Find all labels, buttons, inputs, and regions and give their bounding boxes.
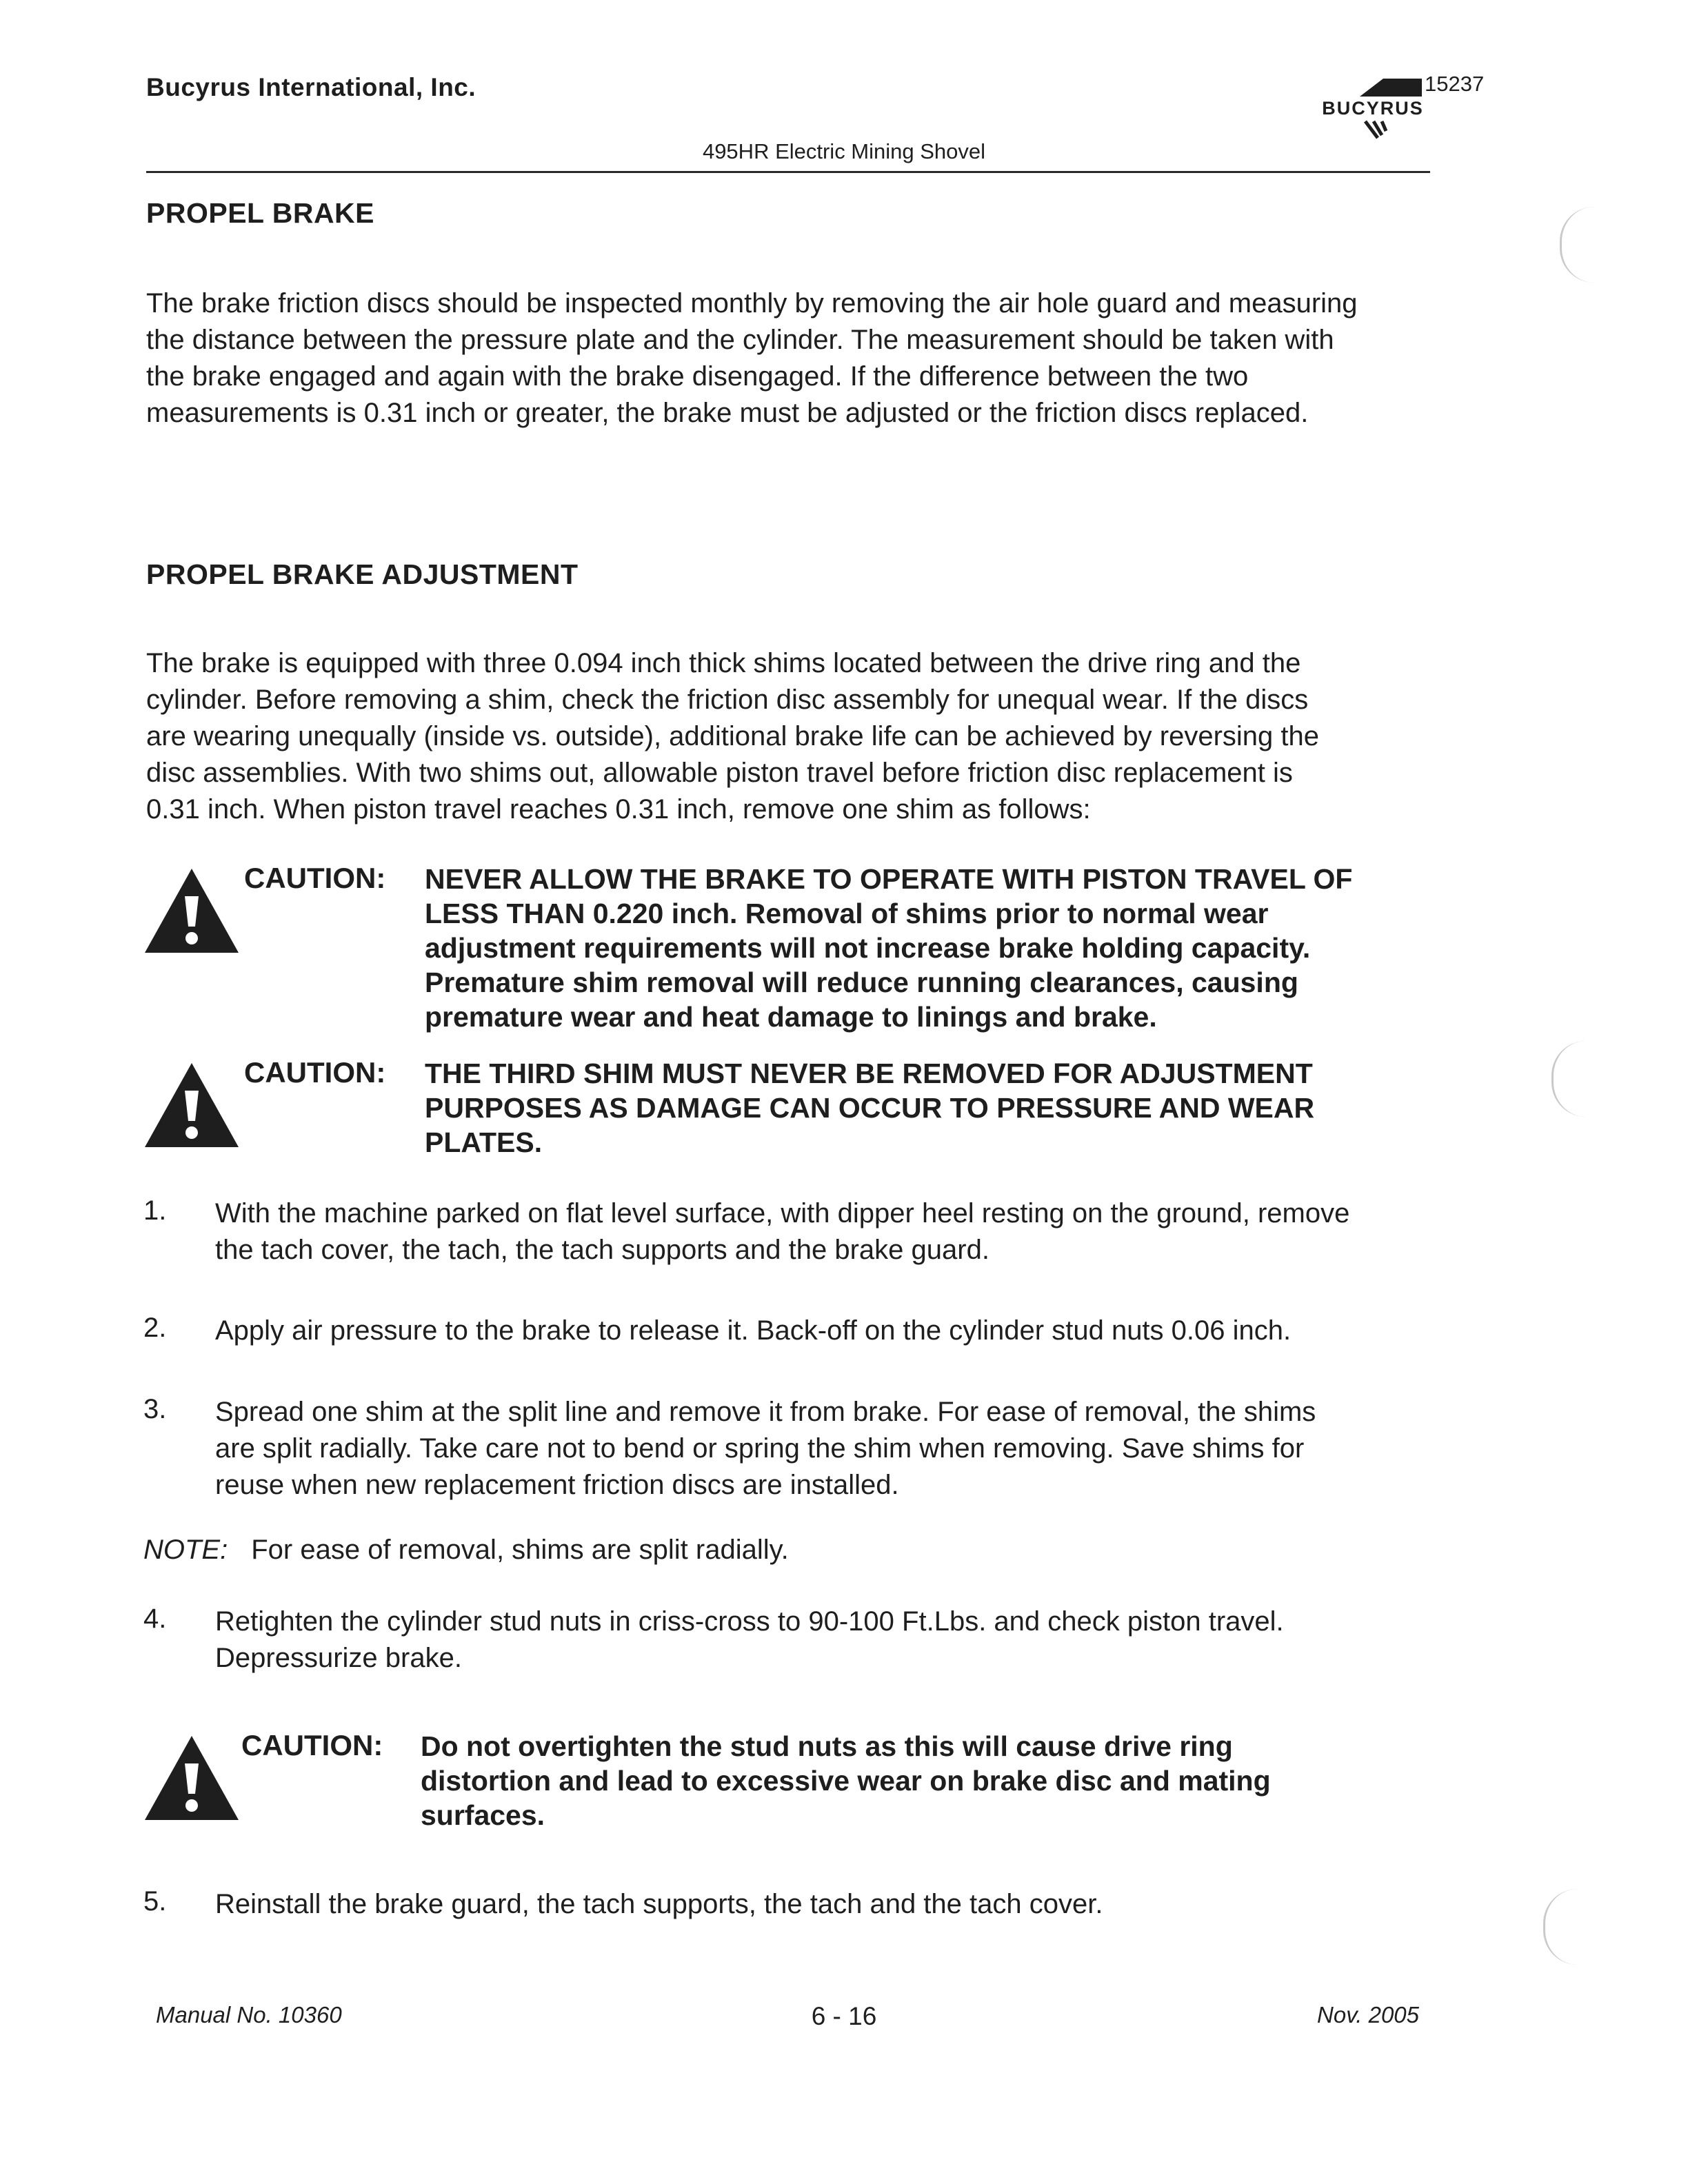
section-title-propel-brake: PROPEL BRAKE — [146, 197, 375, 229]
bucyrus-logo — [1314, 69, 1431, 145]
caution-line: surfaces. — [421, 1799, 545, 1831]
section-title-propel-brake-adjustment: PROPEL BRAKE ADJUSTMENT — [146, 558, 579, 590]
caution-block — [142, 1729, 1431, 1839]
warning-triangle-icon — [142, 866, 241, 956]
caution-label: CAUTION: — [241, 1729, 383, 1761]
paragraph-line: measurements is 0.31 inch or greater, the brake must be adjusted or the friction discs replaced. — [146, 398, 1309, 428]
caution-line: THE THIRD SHIM MUST NEVER BE REMOVED FOR ADJUSTMENT — [425, 1058, 1313, 1089]
caution-block — [142, 862, 1431, 1034]
step-line: Depressurize brake. — [215, 1643, 462, 1673]
paragraph-line: The brake friction discs should be inspected monthly by removing the air hole guard and measuring — [146, 288, 1358, 318]
step-text — [215, 1195, 1430, 1268]
paragraph-line: cylinder. Before removing a shim, check the friction disc assembly for unequal wear. If the discs — [146, 685, 1309, 715]
footer-date: Nov. 2005 — [1317, 2002, 1419, 2028]
caution-line: LESS THAN 0.220 inch. Removal of shims prior to normal wear — [425, 898, 1269, 929]
paragraph-line: the distance between the pressure plate and the cylinder. The measurement should be taken with — [146, 325, 1334, 355]
paragraph-propel-brake-adjustment — [146, 645, 1430, 828]
caution-line: Do not overtighten the stud nuts as this will cause drive ring — [421, 1730, 1233, 1762]
document-subtitle: 495HR Electric Mining Shovel — [702, 139, 986, 163]
step-text — [215, 1313, 1430, 1349]
caution-line: adjustment requirements will not increase brake holding capacity. — [425, 932, 1311, 964]
company-name: Bucyrus International, Inc. — [146, 73, 476, 101]
step-number: 3. — [143, 1394, 167, 1424]
caution-line: PURPOSES AS DAMAGE CAN OCCUR TO PRESSURE AND WEAR — [425, 1092, 1315, 1124]
caution-text — [421, 1729, 1551, 1832]
paragraph-line: The brake is equipped with three 0.094 inch thick shims located between the drive ring and the — [146, 648, 1301, 678]
caution-text — [425, 862, 1556, 1034]
warning-triangle-icon — [142, 1060, 241, 1150]
caution-block — [142, 1056, 1431, 1166]
note-label: NOTE: — [143, 1535, 228, 1565]
step-line: Reinstall the brake guard, the tach supports, the tach and the tach cover. — [215, 1889, 1103, 1919]
step-line: With the machine parked on flat level surface, with dipper heel resting on the ground, remove — [215, 1198, 1350, 1228]
step-item — [143, 1313, 1430, 1354]
page-number: 6 - 16 — [811, 2002, 877, 2030]
step-text — [215, 1394, 1430, 1504]
step-item — [143, 1604, 1430, 1679]
paragraph-line: are wearing unequally (inside vs. outside), additional brake life can be achieved by reversing the — [146, 721, 1319, 751]
caution-label: CAUTION: — [244, 1056, 386, 1089]
paragraph-line: the brake engaged and again with the brake disengaged. If the difference between the two — [146, 361, 1249, 392]
step-number: 5. — [143, 1886, 167, 1917]
step-line: Spread one shim at the split line and remove it from brake. For ease of removal, the shims — [215, 1397, 1316, 1427]
document-code: 15237 — [1425, 72, 1485, 96]
note-text: For ease of removal, shims are split radially. — [251, 1535, 789, 1565]
caution-label: CAUTION: — [244, 862, 386, 894]
footer-manual-number: Manual No. 10360 — [156, 2002, 342, 2028]
paragraph-propel-brake — [146, 285, 1430, 432]
step-number: 1. — [143, 1195, 167, 1226]
step-item — [143, 1886, 1430, 1928]
caution-line: PLATES. — [425, 1126, 543, 1158]
note — [143, 1535, 789, 1566]
step-line: Retighten the cylinder stud nuts in criss-cross to 90-100 Ft.Lbs. and check piston travel. — [215, 1606, 1284, 1637]
margin-scan-mark — [1551, 1041, 1602, 1117]
margin-scan-mark — [1543, 1889, 1594, 1965]
step-line: are split radially. Take care not to bend or spring the shim when removing. Save shims for — [215, 1433, 1305, 1464]
step-number: 4. — [143, 1604, 167, 1634]
logo-text: BUCYRUS — [1322, 98, 1424, 119]
step-text — [215, 1886, 1430, 1923]
step-item — [143, 1394, 1430, 1506]
step-item — [143, 1195, 1430, 1271]
caution-line: premature wear and heat damage to linings and brake. — [425, 1001, 1157, 1033]
paragraph-line: 0.31 inch. When piston travel reaches 0.31 inch, remove one shim as follows: — [146, 794, 1091, 825]
step-number: 2. — [143, 1313, 167, 1343]
paragraph-line: disc assemblies. With two shims out, allowable piston travel before friction disc replacement is — [146, 758, 1293, 788]
step-line: the tach cover, the tach, the tach supports and the brake guard. — [215, 1235, 989, 1265]
caution-line: Premature shim removal will reduce running clearances, causing — [425, 967, 1298, 998]
step-line: Apply air pressure to the brake to release it. Back-off on the cylinder stud nuts 0.06 inch. — [215, 1315, 1292, 1346]
margin-scan-mark — [1560, 207, 1610, 283]
caution-line: distortion and lead to excessive wear on brake disc and mating — [421, 1765, 1271, 1797]
caution-line: NEVER ALLOW THE BRAKE TO OPERATE WITH PISTON TRAVEL OF — [425, 863, 1353, 895]
caution-text — [425, 1056, 1556, 1160]
header-divider — [146, 171, 1430, 173]
step-text — [215, 1604, 1430, 1677]
step-line: reuse when new replacement friction discs are installed. — [215, 1470, 899, 1500]
warning-triangle-icon — [142, 1733, 241, 1823]
